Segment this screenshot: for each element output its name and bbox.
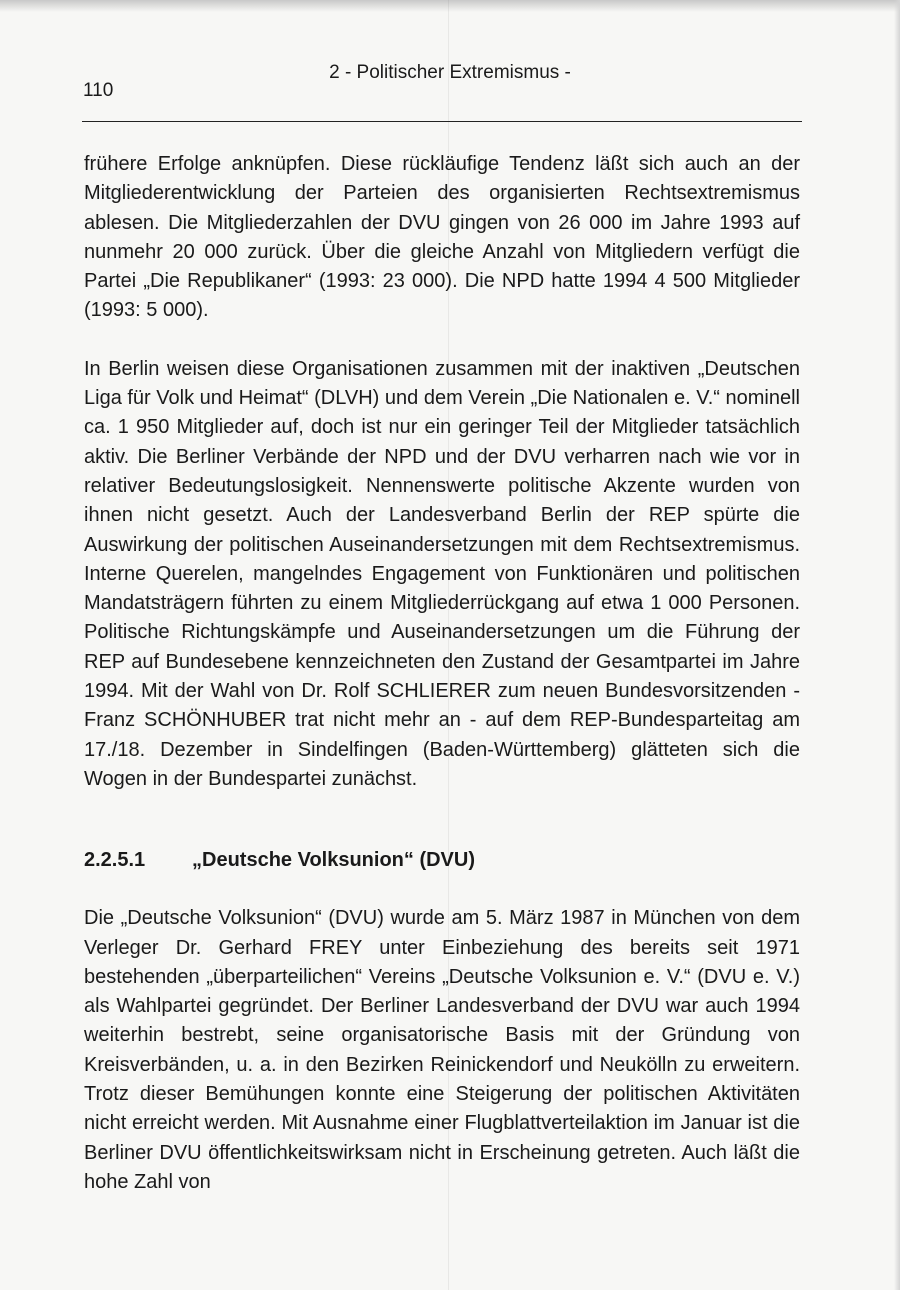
heading-spacer [84,875,800,904]
page-number: 110 [83,80,114,101]
paragraph-berlin-organisations: In Berlin weisen diese Organisationen zusammen mit der inaktiven „Deutschen Liga für Volk und Heimat“ (DLVH) und dem Verein „Die Nationalen e. V.“ nominell ca. 1 950 Mitglieder auf, doch ist nur ein geringer Teil der Mitglieder tatsächlich aktiv. Die Berliner Verbände der NPD und der DVU verharren nach wie vor in relativer Bedeutungslosigkeit. Nennenswerte politische Akzente wurden von ihnen nicht gesetzt. Auch der Landesverband Berlin der REP spürte die Auswirkung der politischen Auseinandersetzungen mit dem Rechtsextremismus. Interne Querelen, mangelndes Engagement von Funktionären und politischen Mandatsträgern führten zu einem Mitgliederrückgang auf etwa 1 000 Personen. Politische Richtungskämpfe und Auseinandersetzungen um die Führung der REP auf Bundesebene kennzeichneten den Zustand der Gesamtpartei im Jahre 1994. Mit der Wahl von Dr. Rolf SCHLIERER zum neuen Bundesvorsitzenden - Franz SCHÖNHUBER trat nicht mehr an - auf dem REP-Bundesparteitag am 17./18. Dezember in Sindelfingen (Baden-Württemberg) glätteten sich die Wogen in der Bundespartei zunächst. [84,357,800,790]
header-rule [82,121,802,122]
running-header: 2 - Politischer Extremismus - [329,62,571,83]
page-body [84,150,800,1197]
scan-shadow-top [0,0,900,12]
section-heading [84,846,800,875]
paragraph-dvu-history: Die „Deutsche Volksunion“ (DVU) wurde am 5. März 1987 in München von dem Verleger Dr. Gerhard FREY unter Einbeziehung des bereits seit 1971 bestehenden „überparteilichen“ Vereins „Deutsche Volksunion e. V.“ (DVU e. V.) als Wahlpartei gegründet. Der Berliner Landesverband der DVU war auch 1994 weiterhin bestrebt, seine organisatorische Basis mit der Gründung von Kreisverbänden, u. a. in den Bezirken Reinickendorf und Neukölln zu erweitern. Trotz dieser Bemühungen konnte eine Steigerung der politischen Aktivitäten nicht erreicht werden. Mit Ausnahme einer Flugblattverteilaktion im Januar ist die Berliner DVU öffentlichkeitswirksam nicht in Erscheinung getreten. Auch läßt die hohe Zahl von [84,907,800,1193]
section-title: „Deutsche Volksunion“ (DVU) [192,849,475,872]
section-number: 2.2.5.1 [84,849,146,872]
paragraph-spacer [84,326,800,355]
scan-shadow-right [894,0,900,1290]
section-spacer [84,794,800,846]
paragraph-membership-trend: frühere Erfolge anknüpfen. Diese rückläufige Tendenz läßt sich auch an der Mitgliederentwicklung der Parteien des organisierten Rechtsextremismus ablesen. Die Mitgliederzahlen der DVU gingen von 26 000 im Jahre 1993 auf nunmehr 20 000 zurück. Über die gleiche Anzahl von Mitgliedern verfügt die Partei „Die Republikaner“ (1993: 23 000). Die NPD hatte 1994 4 500 Mitglieder (1993: 5 000). [84,153,800,322]
